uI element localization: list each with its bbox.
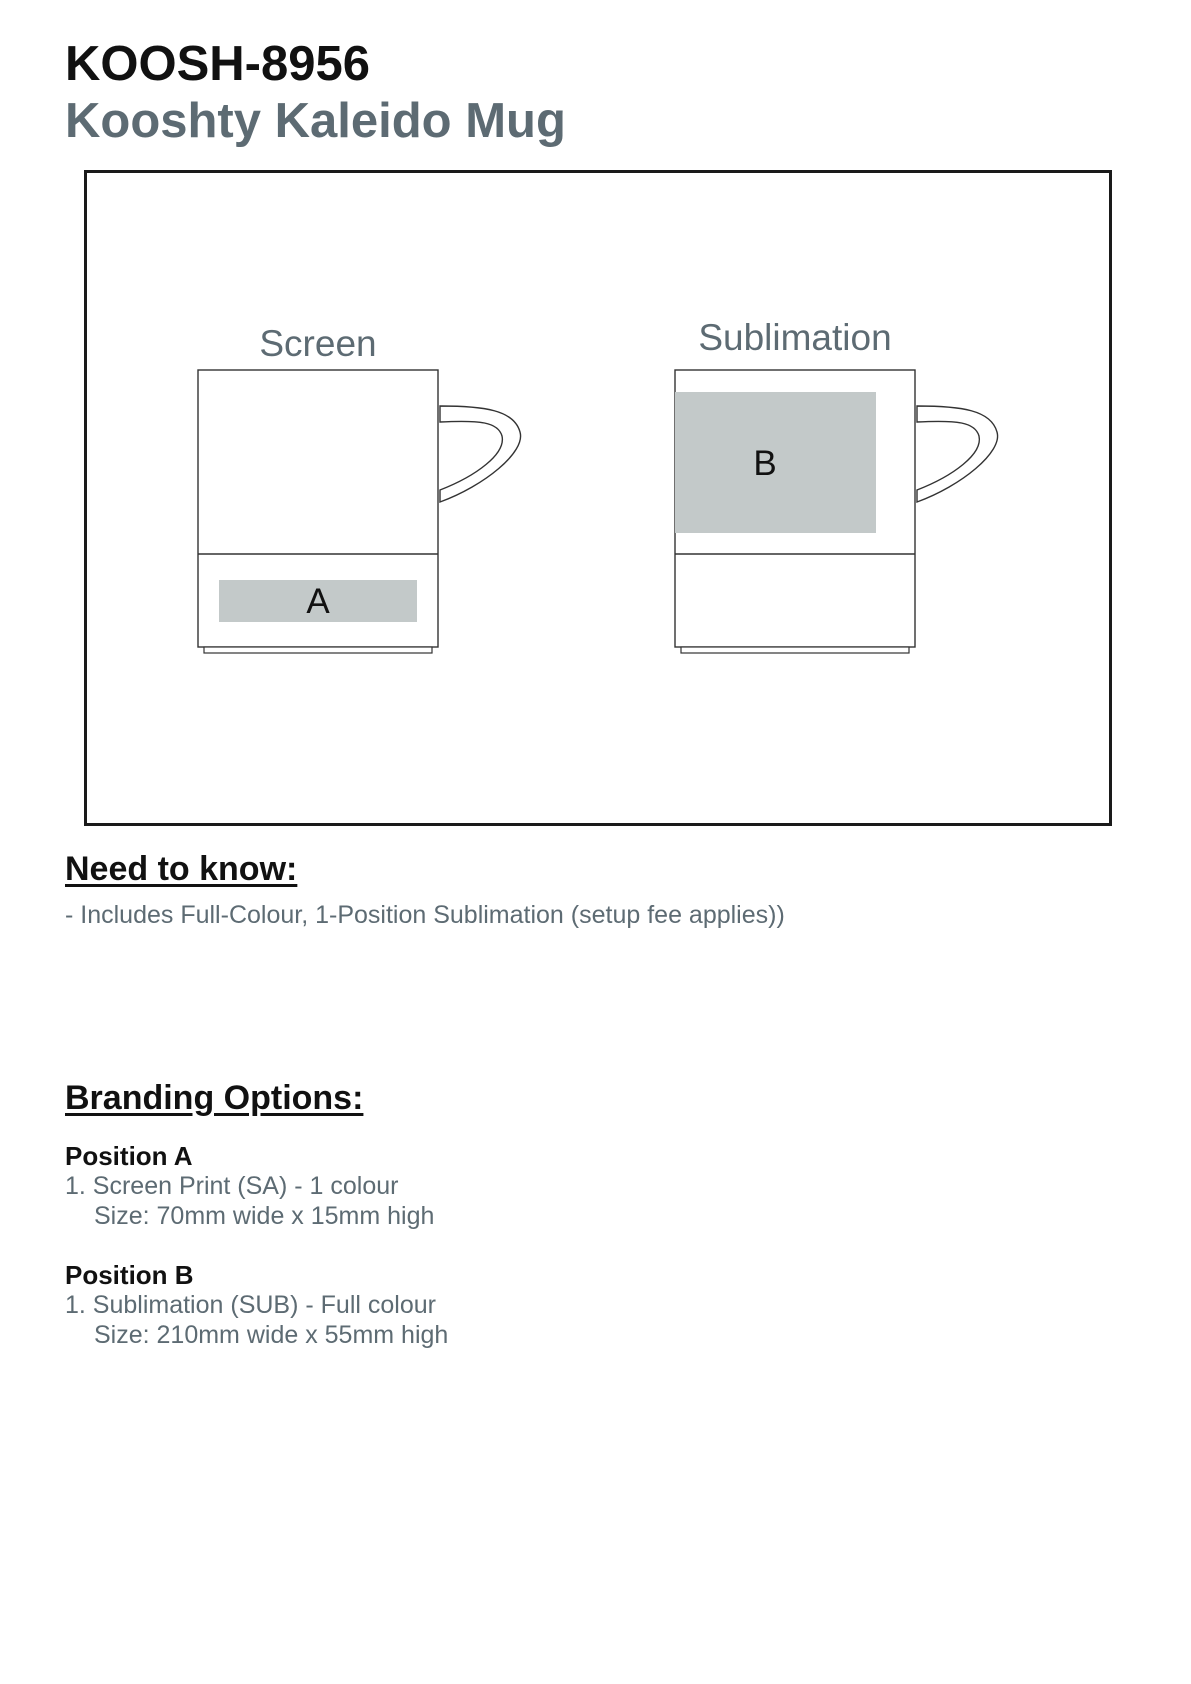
sublimation-view-label: Sublimation [698,317,892,358]
mug-base [681,647,909,653]
position-a-method: 1. Screen Print (SA) - 1 colour [65,1172,399,1200]
mug-handle [440,406,521,502]
position-a-letter: A [306,582,330,621]
position-b-title: Position B [65,1260,194,1290]
branding-options-heading: Branding Options: [65,1079,364,1117]
position-b-letter: B [753,444,777,483]
screen-view-label: Screen [259,323,377,364]
need-to-know-heading: Need to know: [65,850,298,888]
mug-diagram-svg [84,170,1112,826]
sublimation-mug [675,370,998,653]
position-b-block [65,1260,448,1350]
product-code: KOOSH-8956 [65,37,371,91]
position-b-size: Size: 210mm wide x 55mm high [94,1321,449,1349]
mug-base [204,647,432,653]
screen-mug [198,370,521,653]
need-to-know-item: - Includes Full-Colour, 1-Position Sublimation (setup fee applies)) [65,901,785,929]
mug-handle [917,406,998,502]
product-name: Kooshty Kaleido Mug [65,94,566,148]
position-a-block [65,1141,434,1231]
position-a-title: Position A [65,1141,193,1171]
position-b-method: 1. Sublimation (SUB) - Full colour [65,1291,436,1319]
position-a-size: Size: 70mm wide x 15mm high [94,1202,435,1230]
branding-diagram [84,170,1112,826]
